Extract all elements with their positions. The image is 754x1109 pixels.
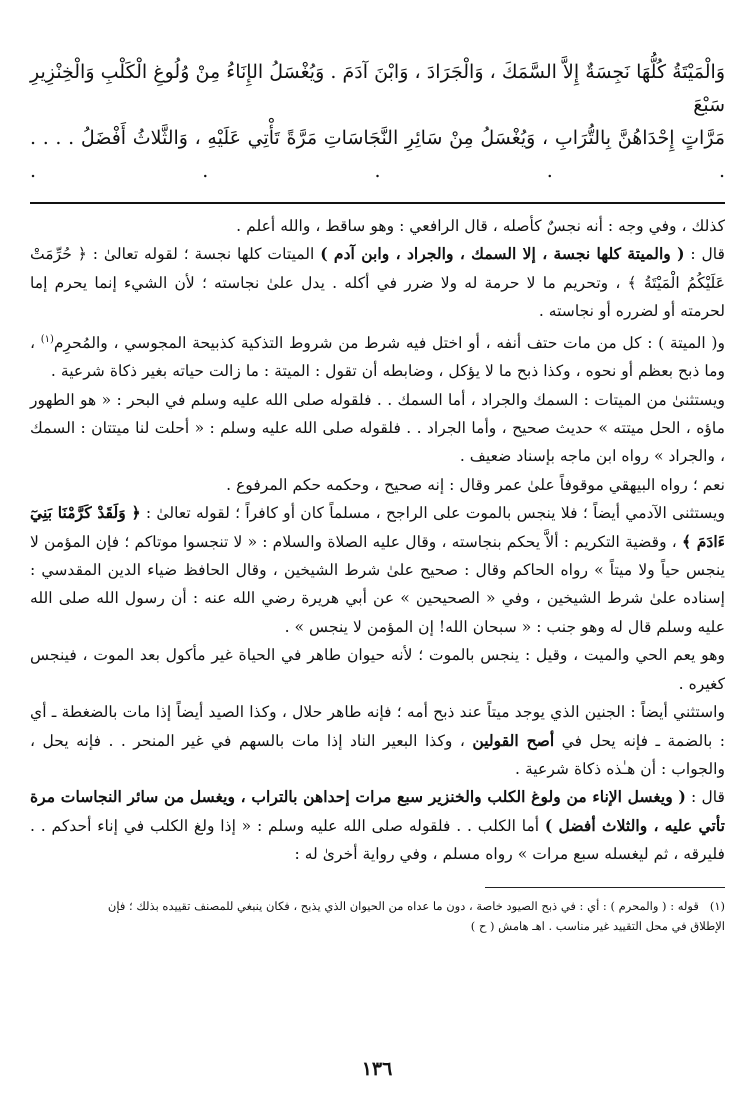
paragraph-9-rest: أما الكلب . . فلقوله صلى الله عليه وسلم : « إذا ولغ الكلب في إناء أحدكم . . فليرقه ، ثم ليغسله سبع مرات » رواه مسلم ، وفي رواية أخرىٰ له :	[30, 816, 725, 864]
footnote-line-2: الإطلاق في محل التقييد غير مناسب . اهـ هامش ( ح )	[470, 918, 725, 933]
paragraph-5: نعم ؛ رواه البيهقي موقوفاً علىٰ عمر وقال : إنه صحيح ، وحكمه حكم المرفوع .	[226, 475, 725, 494]
footnote-text-1: قوله : ( والمحرم ) : أي : في ذبح الصيود خاصة ، دون ما عداه من الحيوان الذي يذبح ، فكان ينبغي للمصنف تقييده بذلك ؛ فإن	[107, 898, 699, 913]
matn-quote: ( ويغسل الإناء من ولوغ الكلب والخنزير سبع مرات إحداهن بالتراب ، ويغسل من سائر النجاسات مرة تأتي عليه ، والثلاث أفضل )	[30, 787, 725, 835]
page-number: ١٣٦	[361, 1058, 393, 1080]
paragraph-3-end: ، وما ذبح بعظم أو نحوه ، وكذا ذبح ما لا يؤكل ، وضابطه أن تقول : الميتة : ما زالت حياته بغير ذكاة شرعية .	[30, 333, 725, 381]
matn-divider	[30, 202, 725, 204]
paragraph-6	[30, 499, 725, 641]
paragraph-4: ويستثنىٰ من الميتات : السمك والجراد ، أما السمك . . فلقوله صلى الله عليه وسلم في البحر : « هو الطهور ماؤه ، الحل ميتته » حديث صحيح ، وأما الجراد . . فلقوله صلى الله عليه وسلم : « أحلت لنا ميتتان : السمك ، والجراد » رواه ابن ماجه بإسناد ضعيف .	[30, 390, 725, 466]
footnote-ref: (١)	[40, 333, 54, 345]
footnote-marker: (١)	[709, 898, 725, 913]
commentary-text	[30, 212, 725, 869]
paragraph-2	[30, 240, 725, 325]
paragraph-1: كذلك ، وفي وجه : أنه نجسٌ كأصله ، قال الرافعي : وهو ساقط ، والله أعلم .	[236, 217, 725, 235]
paragraph-8	[30, 698, 725, 783]
paragraph-6-start: ويستثنى الآدمي أيضاً ؛ فلا ينجس بالموت على الراجح ، مسلماً كان أو كافراً ؛ لقوله تعالىٰ :	[140, 504, 725, 523]
paragraph-8-start: واستثني أيضاً : الجنين الذي يوجد ميتاً عند ذبح أمه ؛ فإنه طاهر حلال ، وكذا الصيد أيضاً إذا مات بالضغطة ـ أي : بالضمة ـ فإنه يحل في	[30, 703, 725, 750]
paragraph-6-end: ، وقضية التكريم : ألاَّ يحكم بنجاسته ، وقال عليه الصلاة والسلام : « لا تنجسوا موتاكم ؛ فإن المؤمن لا ينجس حياً ولا ميتاً » رواه الحاكم وقال : صحيح علىٰ شرط الشيخين ، وقال الحافظ ضياء الدين المقدسي : إسناده علىٰ شرط الشيخين ، وفي « الصحيحين » عن أبي هريرة رضي الله عنه : أن رسول الله صلى الله عليه وسلم قال له وهو جنب : « سبحان الله! إن المؤمن لا ينجس » .	[30, 532, 725, 636]
matn-quote: ( والميتة كلها نجسة ، إلا السمك ، والجراد ، وابن آدم )	[320, 244, 685, 264]
paragraph-7: وهو يعم الحي والميت ، وقيل : ينجس بالموت ؛ لأنه حيوان طاهر في الحياة غير مأكول بعد الموت ، فينجس كغيره .	[30, 646, 725, 693]
quran-verse: ﴿ وَلَقَدْ كَرَّمْنَا بَنِيٓ ءَادَمَ ﴾	[30, 503, 725, 551]
matn-text	[30, 56, 725, 188]
paragraph-8-end: ، وكذا البعير الناد إذا مات بالسهم في غير المنحر . . فإنه يحل ، والجواب : أن هـٰذه ذكاة شرعية .	[30, 731, 725, 778]
footnote	[30, 896, 725, 936]
footnote-line-1	[30, 896, 725, 916]
qala-label: قال :	[684, 245, 726, 264]
bold-phrase: أصح القولين	[472, 730, 555, 750]
paragraph-9	[30, 783, 725, 868]
qala-label: قال :	[685, 788, 726, 807]
footnote-divider	[485, 887, 725, 888]
matn-line-2: مَرَّاتٍ إِحْدَاهُنَّ بِالتُّرَابِ ، وَيُغْسَلُ مِنْ سَائِرِ النَّجَاسَاتِ مَرَّةً تَأْتِي عَلَيْهِ ، وَالثَّلاثُ أَفْضَلُ . . . . . . . . .	[30, 127, 725, 182]
matn-line-1: وَالْمَيْتَةُ كُلُّهَا نَجِسَةٌ إِلاَّ السَّمَكَ ، وَالْجَرَادَ ، وَابْنَ آدَمَ . وَيُغْسَلُ الإِنَاءُ مِنْ وُلُوغِ الْكَلْبِ وَالْخِنْزِيرِ سَبْعَ	[30, 61, 725, 116]
paragraph-3-start: و( الميتة ) : كل من مات حتف أنفه ، أو اختل فيه شرط من شروط التذكية كذبيحة المجوسي ، والمُحرِم	[53, 333, 725, 352]
book-page	[30, 56, 725, 1096]
paragraph-3	[30, 326, 725, 386]
paragraph-2-rest: الميتات كلها نجسة ؛ لقوله تعالىٰ : ﴿ حُرِّمَتْ عَلَيْكُمُ الْمَيْتَةُ ﴾ ، وتحريم ما لا حرمة له ولا ضرر في أكله . يدل علىٰ نجاسته ؛ لأن الشيء إنما يحرم إما لحرمته أو لضرره أو نجاسته .	[30, 245, 725, 321]
